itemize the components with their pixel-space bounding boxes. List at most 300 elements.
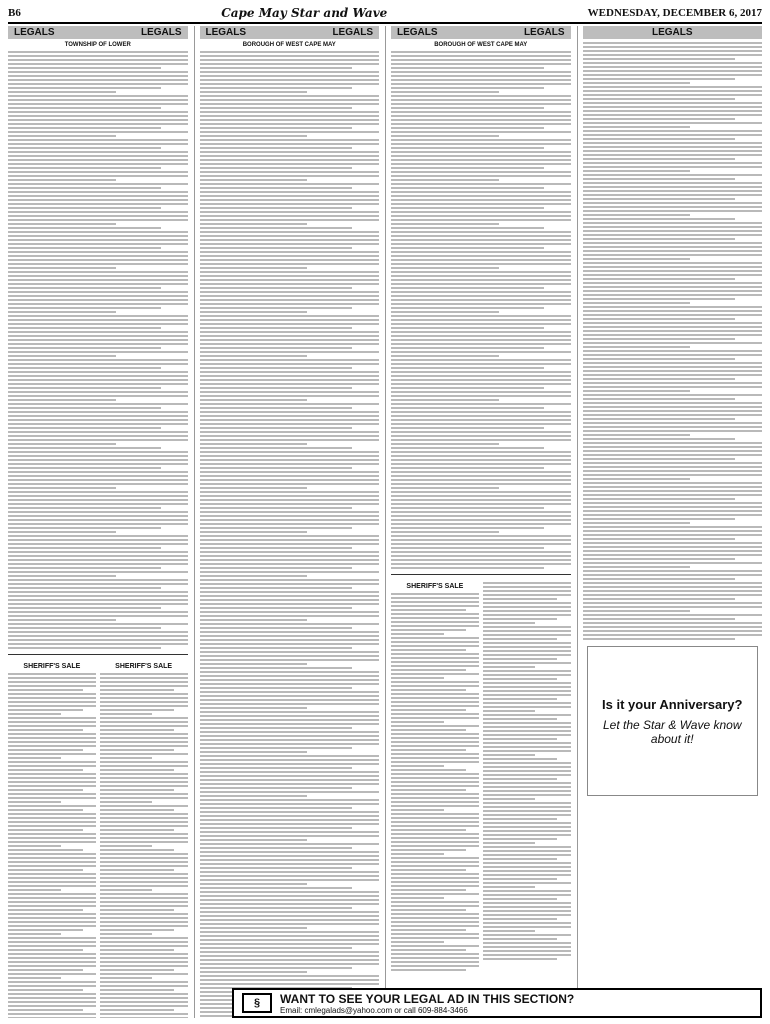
text-line [200, 235, 380, 237]
text-line [100, 825, 188, 827]
text-line [8, 765, 96, 767]
paper-name: Cape May Star and Wave [221, 6, 388, 20]
text-line [200, 483, 380, 485]
text-line [8, 793, 96, 795]
text-line [391, 905, 479, 907]
text-line [391, 431, 571, 433]
text-line [483, 586, 571, 588]
text-line [391, 733, 479, 735]
text-line [483, 822, 571, 824]
text-line [483, 610, 571, 612]
text-line [483, 830, 571, 832]
text-line [200, 891, 380, 893]
text-line [200, 703, 380, 705]
text-line [391, 155, 571, 157]
text-line [391, 957, 479, 959]
text-line [483, 910, 571, 912]
text-line [8, 175, 188, 177]
text-line [8, 531, 116, 533]
text-line [8, 607, 161, 609]
text-line [583, 298, 736, 300]
text-line [391, 523, 571, 525]
text-line [391, 605, 479, 607]
text-line [200, 331, 380, 333]
text-line [583, 546, 763, 548]
text-line [583, 150, 763, 152]
text-line [8, 677, 96, 679]
text-line [391, 295, 571, 297]
text-line [200, 843, 380, 845]
sheriff-sale-heading: SHERIFF'S SALE [406, 583, 464, 590]
text-line [200, 471, 380, 473]
text-line [391, 263, 571, 265]
text-line [200, 63, 380, 65]
text-line [483, 950, 571, 952]
text-line [391, 383, 571, 385]
text-line [200, 663, 308, 665]
text-line [391, 897, 444, 899]
text-line [8, 411, 188, 413]
text-line [583, 606, 763, 608]
text-line [200, 387, 353, 389]
text-line [200, 239, 380, 241]
text-line [391, 391, 571, 393]
text-line [8, 933, 61, 935]
text-line [583, 402, 763, 404]
text-line [391, 621, 479, 623]
text-line [583, 366, 763, 368]
text-line [200, 283, 380, 285]
text-line [8, 227, 161, 229]
text-line [583, 342, 763, 344]
text-line [8, 211, 188, 213]
text-line [583, 386, 763, 388]
text-line [200, 207, 353, 209]
text-line [391, 419, 571, 421]
text-line [8, 247, 161, 249]
text-line [8, 279, 188, 281]
text-line [100, 869, 175, 871]
text-line [8, 861, 96, 863]
text-line [8, 359, 188, 361]
text-line [8, 447, 161, 449]
text-line [200, 303, 380, 305]
text-line [200, 399, 308, 401]
text-line [391, 215, 571, 217]
text-line [8, 579, 188, 581]
text-line [391, 443, 499, 445]
text-line [8, 631, 188, 633]
column-2 [194, 26, 380, 1018]
notice-body [391, 593, 479, 971]
text-line [391, 167, 544, 169]
text-line [391, 195, 571, 197]
text-line [8, 543, 188, 545]
text-line [483, 806, 571, 808]
text-line [483, 754, 536, 756]
text-line [483, 878, 558, 880]
text-line [391, 55, 571, 57]
text-line [200, 151, 380, 153]
text-line [200, 475, 380, 477]
text-line [8, 725, 96, 727]
text-line [583, 594, 763, 596]
text-line [391, 637, 479, 639]
text-line [200, 127, 353, 129]
text-line [200, 171, 380, 173]
text-line [100, 817, 188, 819]
text-line [391, 351, 571, 353]
text-line [391, 151, 571, 153]
text-line [8, 223, 116, 225]
text-line [200, 923, 380, 925]
text-line [8, 909, 83, 911]
text-line [200, 99, 380, 101]
text-line [200, 611, 380, 613]
text-line [391, 367, 544, 369]
text-line [8, 563, 188, 565]
text-line [8, 351, 188, 353]
text-line [391, 323, 571, 325]
text-line [391, 499, 571, 501]
notice-title: BOROUGH OF WEST CAPE MAY [242, 42, 336, 48]
text-line [200, 523, 380, 525]
text-line [100, 777, 188, 779]
text-line [8, 885, 96, 887]
text-line [391, 551, 571, 553]
text-line [8, 327, 161, 329]
text-line [200, 595, 380, 597]
text-line [8, 319, 188, 321]
text-line [100, 813, 188, 815]
text-line [391, 937, 479, 939]
text-line [200, 519, 380, 521]
text-line [100, 673, 188, 675]
text-line [391, 797, 479, 799]
text-line [583, 190, 763, 192]
text-line [583, 474, 763, 476]
text-line [391, 223, 499, 225]
text-line [200, 319, 380, 321]
text-line [583, 614, 763, 616]
text-line [8, 251, 188, 253]
text-line [200, 371, 380, 373]
text-line [100, 681, 188, 683]
text-line [8, 701, 96, 703]
text-line [583, 542, 763, 544]
text-line [391, 247, 544, 249]
text-line [200, 879, 380, 881]
text-line [100, 985, 188, 987]
text-line [200, 939, 380, 941]
text-line [583, 270, 763, 272]
text-line [100, 809, 175, 811]
text-line [583, 482, 763, 484]
text-line [391, 721, 444, 723]
text-line [200, 67, 353, 69]
text-line [100, 857, 188, 859]
text-line [200, 727, 353, 729]
text-line [391, 259, 571, 261]
text-line [583, 490, 763, 492]
text-line [100, 833, 188, 835]
text-line [483, 618, 558, 620]
text-line [200, 347, 353, 349]
text-line [100, 785, 188, 787]
text-line [8, 55, 188, 57]
text-line [8, 809, 83, 811]
text-line [200, 219, 380, 221]
text-line [100, 757, 153, 759]
text-line [200, 555, 380, 557]
text-line [100, 893, 188, 895]
text-line [8, 63, 188, 65]
text-line [8, 123, 188, 125]
text-line [391, 267, 499, 269]
text-line [100, 765, 188, 767]
text-line [8, 355, 116, 357]
text-line [391, 821, 479, 823]
text-line [583, 206, 763, 208]
text-line [200, 499, 380, 501]
text-line [8, 635, 188, 637]
text-line [8, 713, 61, 715]
text-line [8, 837, 96, 839]
text-line [200, 415, 380, 417]
text-line [483, 614, 571, 616]
text-line [8, 407, 161, 409]
text-line [391, 319, 571, 321]
text-line [391, 435, 571, 437]
text-line [200, 675, 380, 677]
text-line [391, 359, 571, 361]
notice-body [100, 673, 188, 1018]
text-line [200, 799, 380, 801]
text-line [8, 503, 188, 505]
text-line [483, 838, 558, 840]
text-line [483, 854, 571, 856]
text-line [200, 619, 308, 621]
text-line [391, 861, 479, 863]
text-line [583, 214, 691, 216]
text-line [583, 390, 691, 392]
text-line [391, 929, 466, 931]
text-line [200, 671, 380, 673]
text-line [200, 535, 380, 537]
text-line [8, 435, 188, 437]
text-line [583, 138, 736, 140]
text-line [200, 779, 380, 781]
text-line [100, 981, 188, 983]
text-line [391, 601, 479, 603]
text-line [8, 403, 188, 405]
text-line [8, 857, 96, 859]
column-1 [8, 26, 188, 1018]
text-line [8, 757, 61, 759]
text-line [483, 714, 571, 716]
text-line [391, 339, 571, 341]
text-line [483, 710, 536, 712]
text-line [583, 178, 736, 180]
text-line [583, 562, 763, 564]
text-line [8, 287, 161, 289]
text-line [583, 406, 763, 408]
text-line [583, 166, 763, 168]
text-line [8, 773, 96, 775]
text-line [583, 442, 763, 444]
text-line [200, 159, 380, 161]
text-line [200, 567, 353, 569]
text-line [100, 773, 188, 775]
text-line [583, 70, 763, 72]
text-line [391, 917, 479, 919]
text-line [8, 315, 188, 317]
text-line [391, 809, 444, 811]
text-line [200, 943, 380, 945]
text-line [583, 234, 763, 236]
text-line [8, 171, 188, 173]
text-line [583, 174, 763, 176]
text-line [8, 139, 188, 141]
text-line [391, 471, 571, 473]
text-line [100, 977, 153, 979]
text-line [200, 495, 380, 497]
text-line [583, 570, 763, 572]
text-line [200, 439, 380, 441]
text-line [583, 106, 763, 108]
text-line [483, 886, 536, 888]
text-line [8, 583, 188, 585]
text-line [8, 535, 188, 537]
text-line [8, 283, 188, 285]
text-line [8, 103, 188, 105]
text-line [583, 194, 763, 196]
text-line [8, 515, 188, 517]
text-line [200, 607, 353, 609]
text-line [200, 487, 308, 489]
text-line [583, 558, 736, 560]
text-line [8, 239, 188, 241]
text-line [200, 351, 380, 353]
text-line [391, 657, 479, 659]
text-line [100, 925, 188, 927]
text-line [8, 415, 188, 417]
text-line [8, 817, 96, 819]
text-line [8, 383, 188, 385]
text-line [583, 622, 763, 624]
text-line [391, 617, 479, 619]
text-line [483, 666, 536, 668]
text-line [391, 625, 479, 627]
text-line [583, 46, 763, 48]
text-line [391, 829, 466, 831]
text-line [8, 431, 188, 433]
text-line [8, 163, 188, 165]
text-line [100, 745, 188, 747]
text-line [8, 467, 161, 469]
text-line [200, 743, 380, 745]
text-line [8, 801, 61, 803]
text-line [100, 1009, 175, 1011]
text-line [483, 594, 571, 596]
text-line [200, 527, 353, 529]
text-line [200, 339, 380, 341]
text-line [483, 642, 571, 644]
text-line [483, 766, 571, 768]
text-line [200, 831, 380, 833]
text-line [583, 326, 763, 328]
text-line [583, 218, 736, 220]
text-line [583, 154, 763, 156]
text-line [200, 635, 380, 637]
notice-body [8, 51, 188, 649]
column-4 [577, 26, 763, 1018]
text-line [391, 535, 571, 537]
text-line [100, 885, 188, 887]
text-line [391, 131, 571, 133]
text-line [483, 670, 571, 672]
text-line [8, 921, 96, 923]
text-line [8, 925, 96, 927]
text-line [200, 467, 353, 469]
text-line [583, 162, 763, 164]
text-line [391, 63, 571, 65]
text-line [583, 110, 763, 112]
text-line [8, 507, 161, 509]
text-line [8, 929, 83, 931]
text-line [483, 726, 571, 728]
text-line [200, 855, 380, 857]
text-line [8, 87, 161, 89]
text-line [391, 407, 544, 409]
text-line [200, 839, 308, 841]
text-line [8, 647, 161, 649]
text-line [200, 559, 380, 561]
anniversary-ad [587, 646, 759, 796]
text-line [8, 271, 188, 273]
text-line [100, 861, 188, 863]
text-line [200, 255, 380, 257]
text-line [483, 826, 571, 828]
text-line [200, 647, 353, 649]
text-line [200, 215, 380, 217]
text-line [583, 350, 763, 352]
text-line [100, 913, 188, 915]
text-line [391, 491, 571, 493]
text-line [200, 183, 380, 185]
text-line [8, 427, 161, 429]
text-line [8, 215, 188, 217]
text-line [391, 909, 466, 911]
text-line [391, 567, 544, 569]
text-line [200, 955, 380, 957]
text-line [8, 199, 188, 201]
text-line [391, 139, 571, 141]
legals-header: LEGALS LEGALS [200, 26, 380, 39]
text-line [483, 810, 571, 812]
text-line [391, 507, 544, 509]
text-line [8, 179, 116, 181]
text-line [483, 718, 558, 720]
text-line [583, 50, 763, 52]
text-line [583, 506, 763, 508]
text-line [391, 669, 466, 671]
text-line [391, 777, 479, 779]
text-line [100, 845, 153, 847]
text-line [583, 538, 736, 540]
text-line [200, 79, 380, 81]
text-line [391, 925, 479, 927]
